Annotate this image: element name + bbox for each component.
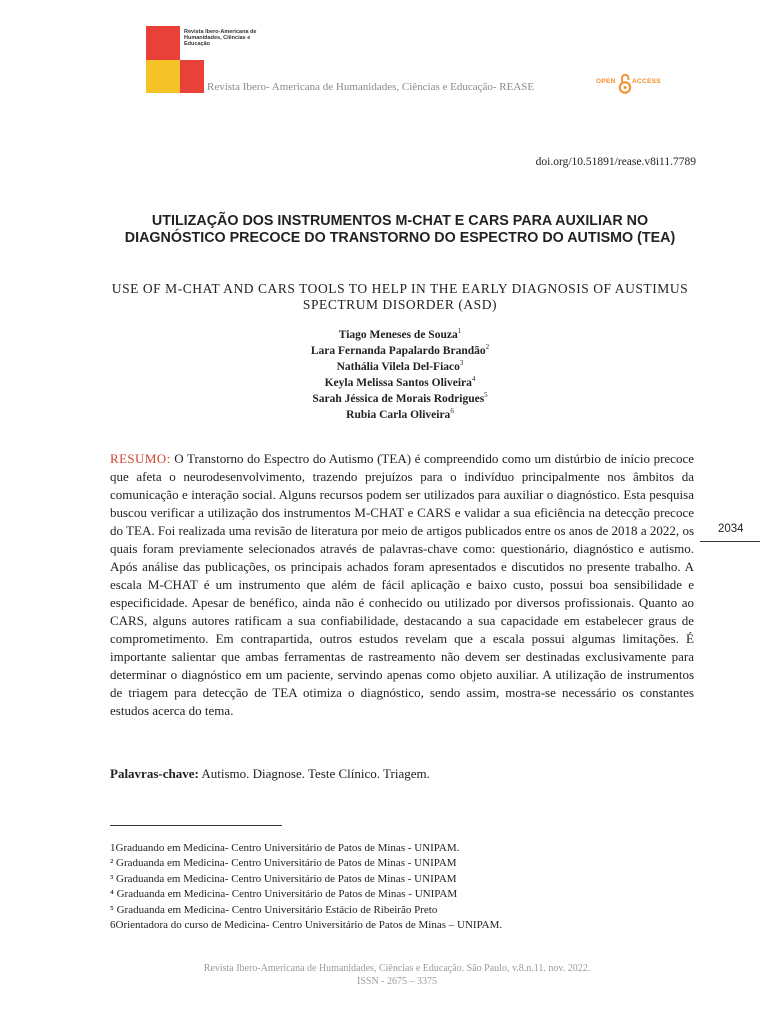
article-title: UTILIZAÇÃO DOS INSTRUMENTOS M-CHAT E CARS PARA AUXILIAR NO DIAGNÓSTICO PRECOCE DO TRANSTORNO DO ESPECTRO DO AUTISMO (TEA)	[124, 213, 676, 246]
keywords	[110, 766, 430, 782]
footnote: ³ Graduanda em Medicina- Centro Universitário de Patos de Minas - UNIPAM	[110, 872, 457, 885]
author-line	[150, 407, 650, 423]
open-access-label-open: OPEN	[596, 78, 616, 85]
footnote: ⁵ Graduanda em Medicina- Centro Universitário Estácio de Ribeirão Preto	[110, 903, 438, 916]
author-name: Nathália Vilela Del-Fiaco	[336, 361, 460, 373]
author-footnote-mark: 2	[485, 343, 490, 352]
keywords-text: Autismo. Diagnose. Teste Clínico. Triagem.	[201, 766, 430, 781]
author-line	[150, 391, 650, 407]
logo-red-block	[180, 60, 204, 93]
footnote: 1Graduando em Medicina- Centro Universitário de Patos de Minas - UNIPAM.	[110, 842, 460, 854]
open-access-lock-icon	[618, 73, 632, 95]
author-name: Lara Fernanda Papalardo Brandão	[310, 345, 486, 357]
author-footnote-mark: 3	[459, 359, 464, 368]
page-number-rule	[700, 541, 760, 542]
footnote: 6Orientadora do curso de Medicina- Centro Universitário de Patos de Minas – UNIPAM.	[110, 919, 503, 932]
author-name: Sarah Jéssica de Morais Rodrigues	[312, 393, 485, 405]
author-footnote-mark: 1	[457, 327, 462, 336]
doi-link[interactable]: doi.org/10.51891/rease.v8i11.7789	[535, 156, 696, 168]
footnotes	[110, 841, 502, 933]
author-footnote-mark: 5	[484, 391, 488, 400]
keywords-label: Palavras-chave:	[110, 766, 199, 781]
abstract	[110, 450, 694, 720]
author-list	[150, 327, 650, 423]
footnote: ² Graduanda em Medicina- Centro Universitário de Patos de Minas - UNIPAM	[110, 857, 457, 870]
logo-red-square	[146, 26, 180, 60]
author-footnote-mark: 6	[450, 407, 454, 416]
author-name: Keyla Melissa Santos Oliveira	[324, 377, 472, 389]
page-footer	[0, 962, 768, 988]
footer-citation: Revista Ibero-Americana de Humanidades, Ciências e Educação. São Paulo, v.8.n.11. nov. 2022.	[203, 963, 591, 974]
article-subtitle: USE OF M-CHAT AND CARS TOOLS TO HELP IN THE EARLY DIAGNOSIS OF AUSTIMUS SPECTRUM DISORDER (ASD)	[111, 281, 689, 312]
author-footnote-mark: 4	[471, 375, 476, 384]
footer-issn: ISSN - 2675 – 3375	[356, 976, 437, 987]
abstract-label: RESUMO:	[110, 451, 171, 466]
page-number: 2034	[718, 523, 744, 535]
abstract-text: O Transtorno do Espectro do Autismo (TEA) é compreendido como um distúrbio de início precoce que afeta o neurodesenvolvimento, trazendo prejuízos para o indivíduo principalmente nos âmbitos da comunicação e interação social. Alguns recursos podem ser utilizados para auxiliar o diagnóstico. Esta pesquisa buscou verificar a utilização dos instrumentos M-CHAT e CARS e validar a sua eficiência na detecção precoce do TEA. Foi realizada uma revisão de literatura por meio de artigos publicados entre os anos de 2018 a 2022, os quais foram previamente selecionados através de palavras-chave como: questionário, diagnóstico e autismo. Após análise das publicações, os principais achados foram apresentados e discutidos no presente trabalho. A escala M-CHAT é um instrumento que além de fácil aplicação e baixo custo, possui boa sensibilidade e especificidade. Apesar de benéfico, ainda não é conhecido ou utilizado por diversos profissionais. Quanto ao CARS, alguns autores ratificam a sua confiabilidade, destacando a sua capacidade em estabelecer graus de comprometimento. Em contrapartida, outros estudos revelam que a escala possui algumas limitações. É importante salientar que ambas ferramentas de rastreamento não devem ser destinadas exclusivamente para determinar o diagnóstico em um paciente, servindo apenas como objeto auxiliar. A utilização de instrumentos de triagem para detecção de TEA otimiza o diagnóstico, sendo assim, mostra-se necessário os constantes estudos acerca do tema.	[110, 451, 694, 718]
logo-text: Revista Ibero-Americana de Humanidades, Ciências e Educação	[184, 29, 257, 48]
journal-header-name: Revista Ibero- Americana de Humanidades, Ciências e Educação- REASE	[207, 81, 535, 93]
author-line	[150, 359, 650, 375]
open-access-badge	[596, 73, 666, 95]
footnote: ⁴ Graduanda em Medicina- Centro Universitário de Patos de Minas - UNIPAM	[110, 888, 458, 901]
author-name: Rubia Carla Oliveira	[346, 409, 451, 421]
footnote-divider	[110, 825, 282, 826]
author-line	[150, 343, 650, 359]
open-access-label-access: ACCESS	[632, 78, 661, 85]
author-name: Tiago Meneses de Souza	[338, 329, 458, 341]
author-line	[150, 375, 650, 391]
author-line	[150, 327, 650, 343]
logo-yellow-square	[146, 60, 180, 93]
